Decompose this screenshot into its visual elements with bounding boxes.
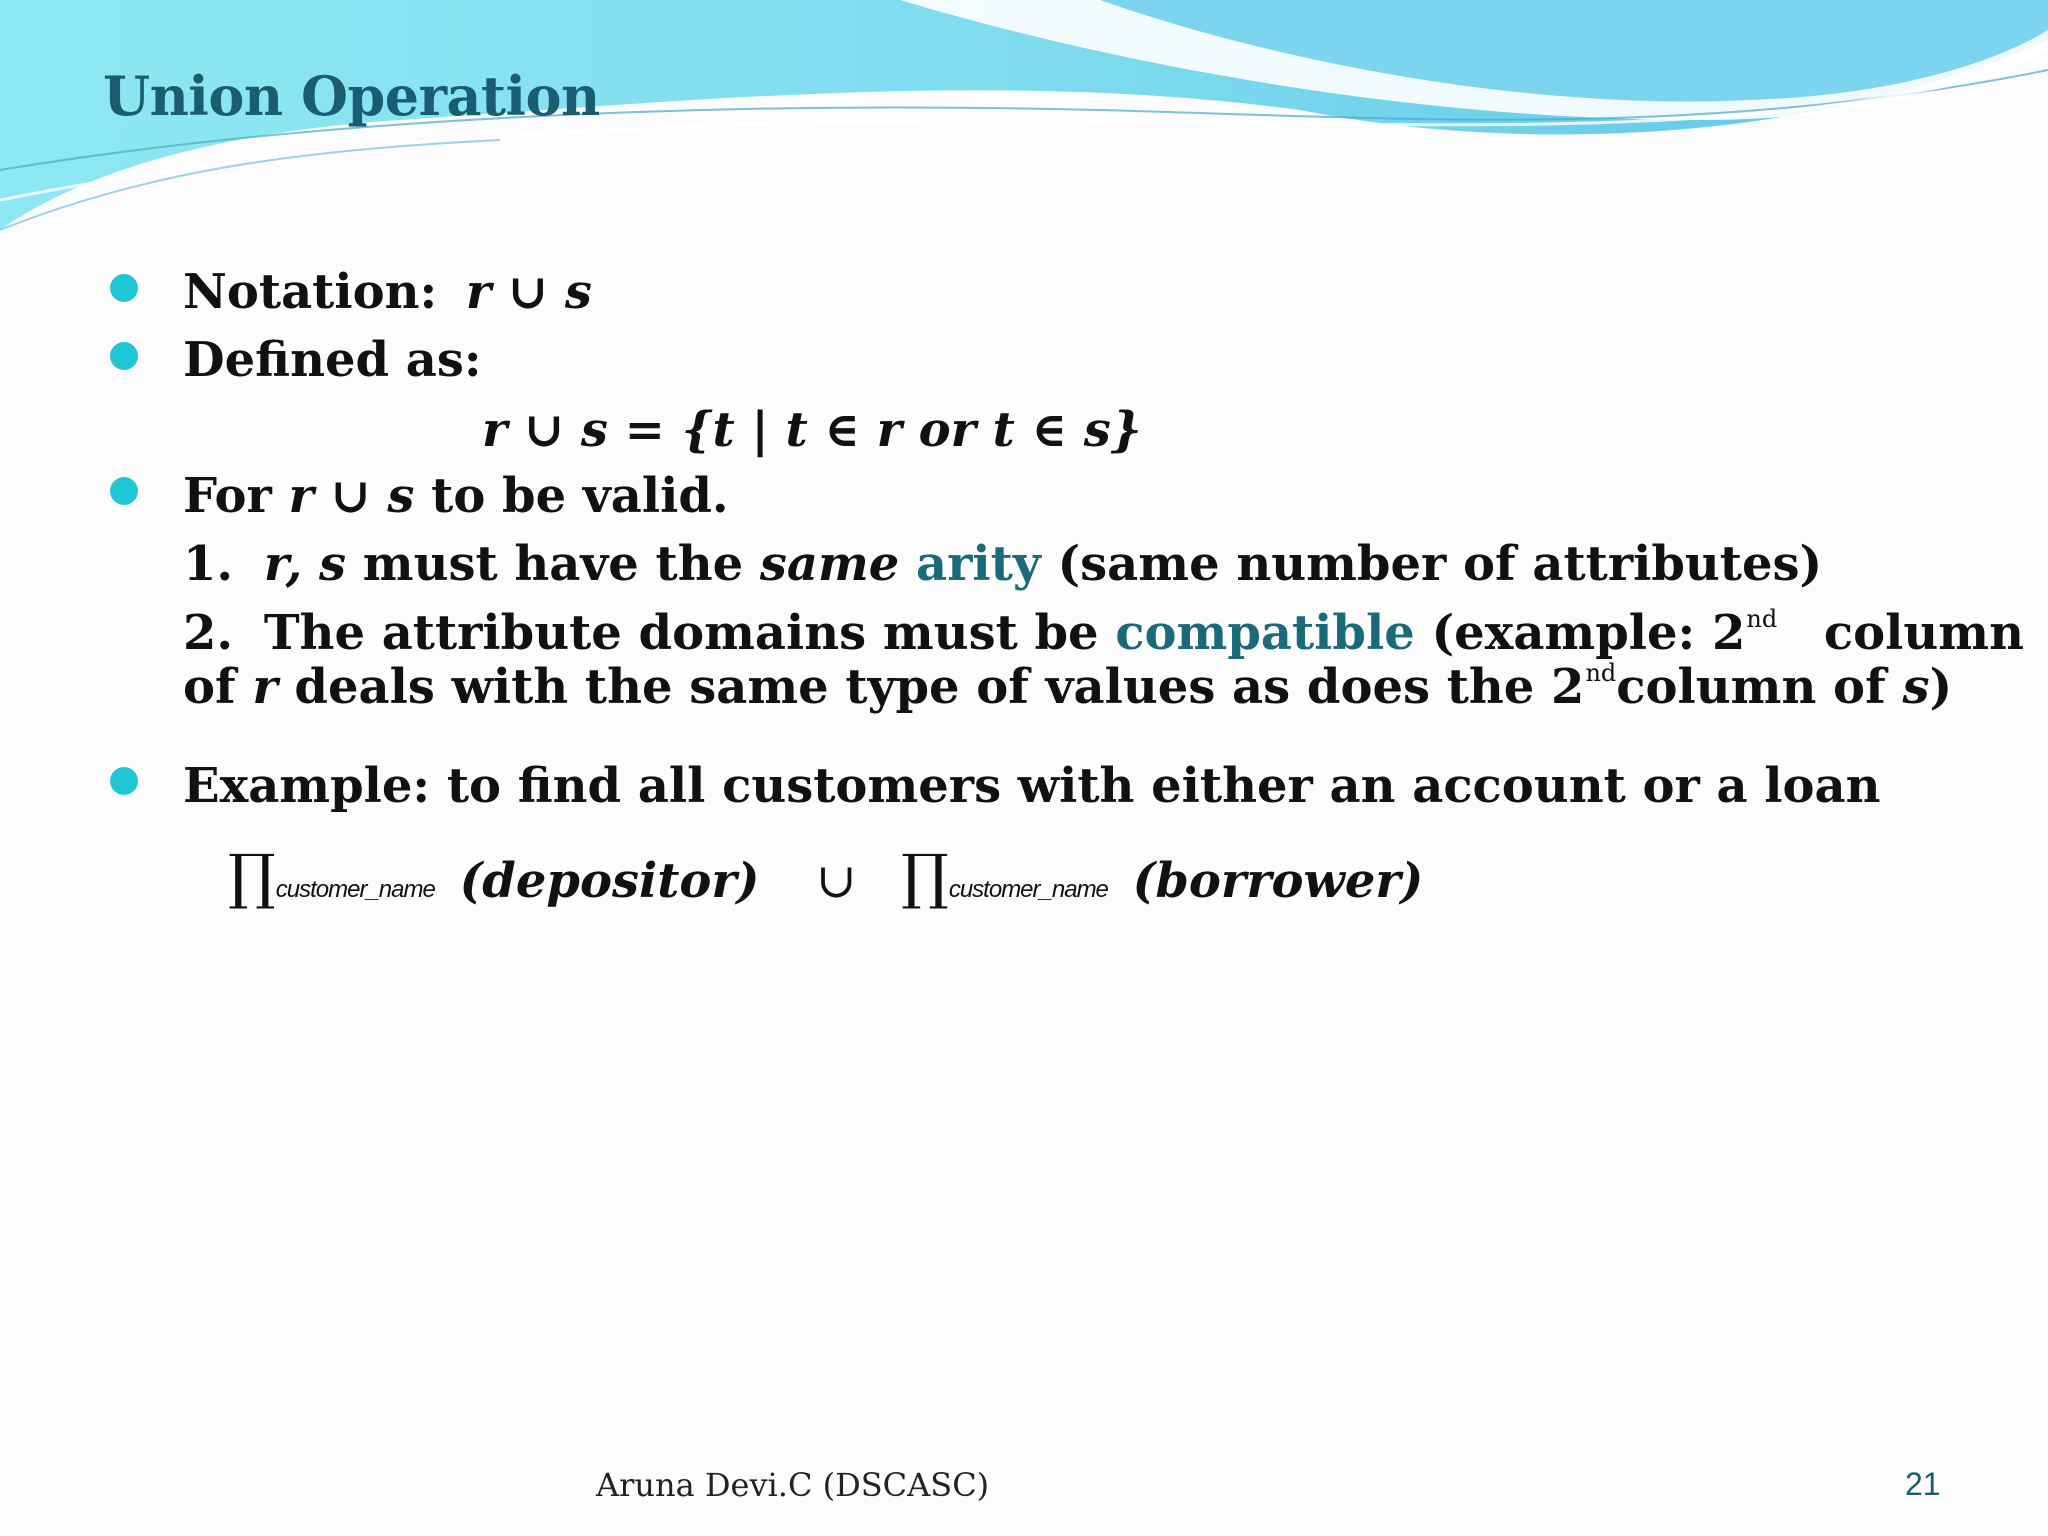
union-symbol: ∪ [816, 853, 857, 909]
example-text: Example: to find all customers with either an account or a loan [183, 758, 1881, 814]
example-formula [228, 842, 1423, 912]
rule-2-number: 2. [183, 605, 234, 661]
rule-1-vars: r, s [263, 536, 347, 592]
rule-2-line2-s: s [1902, 659, 1930, 715]
validity-line [183, 470, 729, 523]
rule-1 [183, 538, 1822, 591]
rule-2-line2-c: column of [1616, 659, 1886, 715]
rule-2-line-2 [183, 660, 1952, 714]
rule-2-nd: nd [1746, 605, 1778, 633]
rule-2-line2-r: r [252, 659, 278, 715]
bullet-dot [110, 767, 138, 795]
slide-title: Union Operation [103, 64, 600, 128]
depositor-relation: (depositor) [459, 853, 760, 909]
rule-2-text-a: The attribute domains must be [263, 605, 1099, 661]
footer-author: Aruna Devi.C (DSCASC) [596, 1466, 990, 1504]
rule-1-arity: arity [916, 536, 1041, 592]
rule-1-same: same [759, 536, 900, 592]
validity-prefix: For [183, 468, 272, 524]
bullet-dot [110, 274, 138, 302]
projection-symbol: ∏ [228, 842, 276, 912]
defined-label: Defined as: [183, 332, 482, 388]
rule-2-text-c: column [1823, 605, 2024, 661]
bullet-dot [110, 477, 138, 505]
rule-1-text-a: must have the [362, 536, 744, 592]
rule-1-number: 1. [183, 536, 234, 592]
rule-2-line-1 [183, 606, 2024, 660]
projection-subscript: customer_name [275, 876, 435, 903]
rule-2-compatible: compatible [1115, 605, 1415, 661]
page-number: 21 [1905, 1466, 1941, 1502]
projection-symbol: ∏ [901, 842, 949, 912]
rule-2-line2-end: ) [1929, 659, 1953, 715]
rule-2-line2-a: of [183, 659, 236, 715]
bullet-dot [110, 342, 138, 370]
rule-2-line2-nd: nd [1585, 659, 1617, 687]
validity-expression: r ∪ s [288, 468, 415, 524]
validity-suffix: to be valid. [431, 468, 729, 524]
rule-2-text-b: (example: 2 [1431, 605, 1746, 661]
notation-expression: r ∪ s [465, 264, 592, 320]
notation-label: Notation: [183, 264, 438, 320]
rule-2-line2-b: deals with the same type of values as does the 2 [294, 659, 1585, 715]
borrower-relation: (borrower) [1132, 853, 1424, 909]
union-definition: r ∪ s = {t | t ∈ r or t ∈ s} [482, 402, 1142, 458]
rule-1-text-b: (same number of attributes) [1057, 536, 1823, 592]
projection-subscript: customer_name [948, 876, 1108, 903]
notation-line [183, 266, 592, 319]
